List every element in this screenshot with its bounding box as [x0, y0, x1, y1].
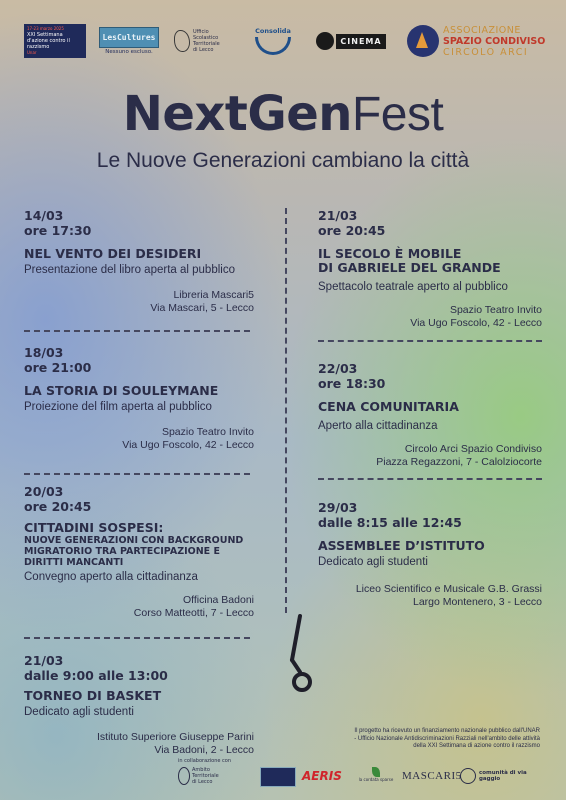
page-title	[0, 86, 566, 143]
ufficio-line2: Scolastico	[193, 35, 219, 41]
venue-name: Spazio Teatro Invito	[449, 304, 542, 316]
title-light: Fest	[351, 88, 444, 141]
title-bold: NextGen	[122, 86, 352, 142]
ufficio-scolastico-logo	[174, 24, 238, 58]
column-divider	[285, 208, 287, 613]
page-subtitle: Le Nuove Generazioni cambiano la città	[96, 149, 470, 172]
assoc-line3: CIRCOLO ARCI	[443, 46, 529, 58]
aeris-logo: AERIS	[302, 769, 342, 783]
via-gaggio-emblem-icon	[460, 768, 476, 784]
funding-line1: Il progetto ha ricevuto un finanziamento nazionale pubblico dall'UNAR	[354, 728, 540, 734]
separator-right-1	[318, 340, 542, 342]
event-title: LA STORIA DI SOULEYMANE	[24, 383, 219, 398]
event-subtitle: NUOVE GENERAZIONI CON BACKGROUND MIGRATORIO TRA PARTECIPAZIONE E DIRITTI MANCANTI	[24, 535, 244, 568]
via-gaggio-label: comunità di via gaggio	[479, 770, 527, 782]
separator-left-2	[24, 473, 250, 475]
associazione-logo	[407, 24, 547, 58]
unar-logo	[24, 24, 86, 58]
ambito-line3: di Lecco	[192, 779, 213, 785]
lescultures-tagline: Nessuno escluso.	[105, 49, 153, 55]
leaf-icon	[372, 767, 380, 777]
funding-line3: della XXI Settimana di azione contro il razzismo	[413, 743, 540, 749]
event-venue	[318, 304, 542, 329]
event-card	[24, 345, 254, 451]
unar-week: XXI Settimana	[27, 32, 63, 38]
event-date: 21/03	[318, 208, 358, 223]
event-date: 14/03	[24, 208, 64, 223]
event-card	[318, 208, 542, 329]
event-venue	[318, 583, 542, 608]
event-title: ASSEMBLEE D’ISTITUTO	[318, 538, 485, 553]
event-title-line2: DI GABRIELE DEL GRANDE	[318, 260, 501, 275]
event-title: NEL VENTO DEI DESIDERI	[24, 246, 202, 261]
event-time: ore 21:00	[24, 360, 92, 375]
event-description: Proiezione del film aperta al pubblico	[24, 401, 212, 413]
event-time: dalle 8:15 alle 12:45	[318, 515, 462, 530]
event-description: Convegno aperto alla cittadinanza	[24, 571, 198, 583]
via-gaggio-logo	[460, 767, 544, 785]
region-map-icon	[174, 30, 190, 52]
venue-name: Libreria Mascari5	[173, 289, 254, 301]
school-logo-icon	[260, 767, 296, 787]
venue-address: Via Badoni, 2 - Lecco	[154, 743, 254, 756]
event-venue	[24, 289, 254, 314]
event-date: 22/03	[318, 361, 358, 376]
funding-line2: - Ufficio Nazionale Antidiscriminazioni Razziali nell'ambito delle attività	[354, 735, 540, 742]
collaboration-block	[178, 758, 238, 785]
ufficio-text	[193, 29, 220, 53]
funding-note	[312, 728, 540, 751]
event-date: 21/03	[24, 653, 64, 668]
ambito-logo	[178, 767, 238, 785]
event-time: ore 17:30	[24, 223, 92, 238]
event-date: 18/03	[24, 345, 64, 360]
event-time: ore 20:45	[318, 223, 386, 238]
ambito-line1: Ambito	[192, 767, 210, 773]
consolida-arc-icon	[255, 37, 291, 55]
lescultures-name: LesCultures	[99, 27, 160, 48]
spazio-condiviso-emblem-icon	[407, 25, 439, 57]
ambito-swirl-icon	[178, 767, 190, 785]
ufficio-line4: di Lecco	[193, 47, 214, 53]
assoc-line2: SPAZIO CONDIVISO	[443, 35, 546, 47]
venue-name: Circolo Arci Spazio Condiviso	[404, 443, 542, 455]
unar-name: Unar	[27, 50, 37, 55]
separator-left-3	[24, 637, 250, 639]
consolida-logo	[250, 24, 296, 58]
cordata-logo	[358, 767, 394, 785]
event-time: dalle 9:00 alle 13:00	[24, 668, 168, 683]
venue-address: Piazza Regazzoni, 7 - Calolziocorte	[376, 455, 542, 468]
venue-address: Via Mascari, 5 - Lecco	[150, 301, 254, 314]
event-date: 29/03	[318, 500, 358, 515]
venue-name: Spazio Teatro Invito	[161, 426, 254, 438]
mascari5-logo: MASCARI5	[402, 770, 462, 782]
separator-left-1	[24, 330, 250, 332]
event-card	[24, 484, 254, 619]
event-description: Aperto alla cittadinanza	[318, 420, 438, 432]
event-description: Presentazione del libro aperta al pubblico	[24, 264, 235, 276]
cinema-logo	[308, 24, 394, 58]
event-description: Spettacolo teatrale aperto al pubblico	[318, 281, 508, 293]
event-description: Dedicato agli studenti	[318, 556, 428, 568]
venue-name: Liceo Scientifico e Musicale G.B. Grassi	[355, 583, 542, 595]
event-venue	[24, 731, 254, 756]
event-title: IL SECOLO È MOBILE	[318, 246, 462, 261]
venue-address: Via Ugo Foscolo, 42 - Lecco	[122, 438, 254, 451]
venue-name: Officina Badoni	[182, 594, 254, 606]
separator-right-2	[318, 478, 542, 480]
event-description: Dedicato agli studenti	[24, 706, 134, 718]
event-time: ore 18:30	[318, 376, 386, 391]
event-venue	[24, 426, 254, 451]
venue-address: Largo Montenero, 3 - Lecco	[413, 595, 542, 608]
event-venue	[318, 443, 542, 468]
event-title: TORNEO DI BASKET	[24, 688, 162, 703]
event-venue	[24, 594, 254, 619]
key-decoration-icon	[280, 614, 320, 694]
event-title: CENA COMUNITARIA	[318, 399, 459, 414]
cinema-name: CINEMA	[336, 34, 385, 49]
event-title: CITTADINI SOSPESI:	[24, 520, 164, 535]
event-card	[318, 500, 542, 608]
event-card	[318, 361, 542, 468]
venue-address: Via Ugo Foscolo, 42 - Lecco	[410, 316, 542, 329]
event-date: 20/03	[24, 484, 64, 499]
event-time: ore 20:45	[24, 499, 92, 514]
event-card	[24, 208, 254, 314]
collab-label: in collaborazione con	[178, 758, 232, 764]
venue-address: Corso Matteotti, 7 - Lecco	[133, 606, 254, 619]
consolida-name: Consolida	[255, 27, 291, 35]
film-reel-icon	[316, 32, 334, 50]
event-card	[24, 653, 254, 756]
cordata-label: la cordata sparse	[358, 777, 394, 782]
assoc-line1: ASSOCIAZIONE	[443, 24, 521, 36]
unar-against: d'azione contro il razzismo	[27, 38, 70, 50]
lescultures-logo	[98, 24, 160, 58]
ambito-line2: Territoriale	[192, 773, 219, 779]
ufficio-line1: Ufficio	[193, 29, 209, 35]
venue-name: Istituto Superiore Giuseppe Parini	[96, 731, 254, 743]
ufficio-line3: Territoriale	[193, 41, 220, 47]
unar-date: 17-23 marzo 2025	[27, 26, 64, 31]
